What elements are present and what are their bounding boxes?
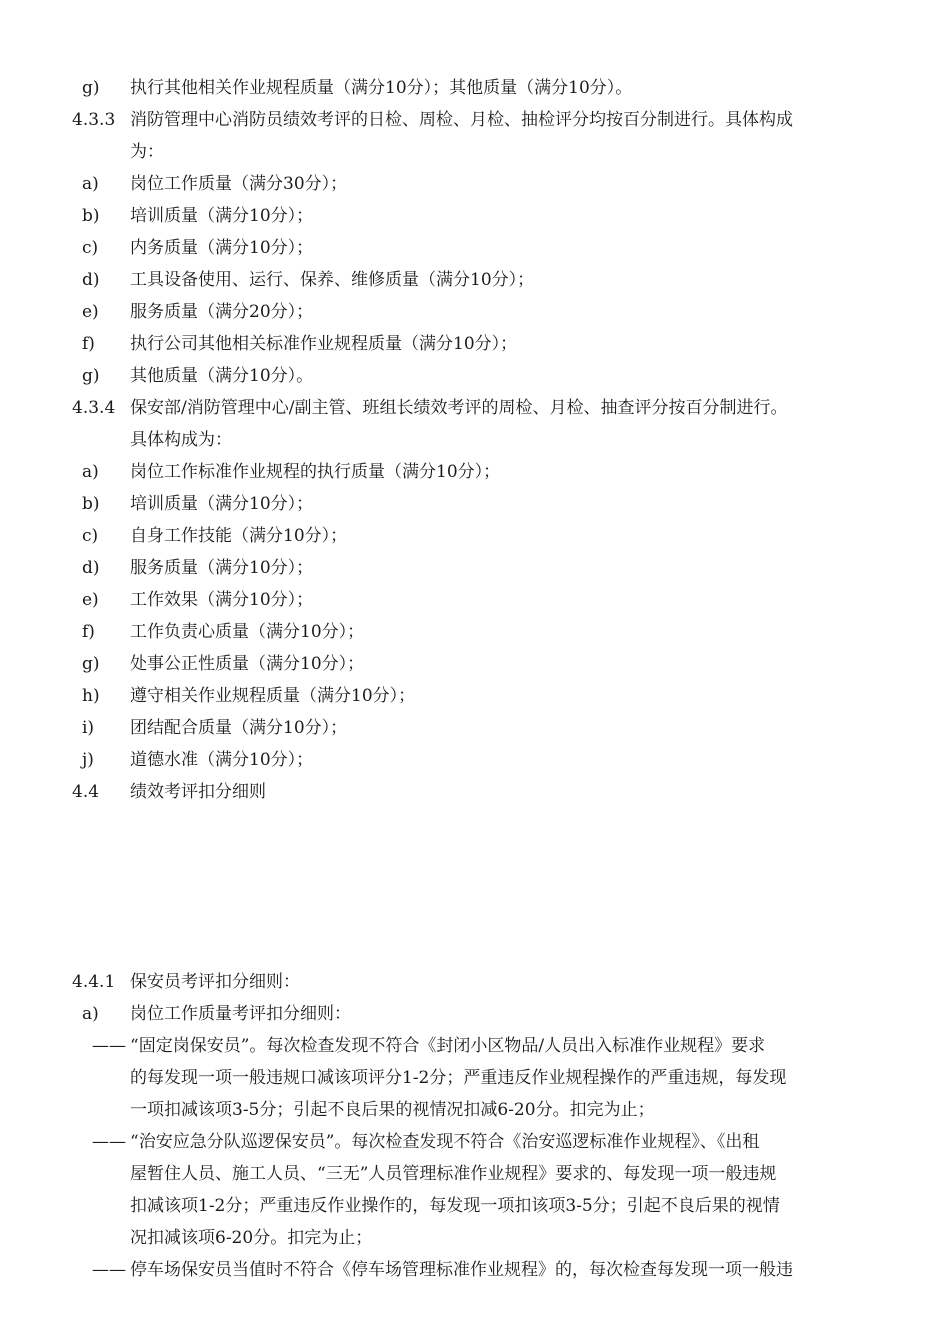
item-text: 绩效考评扣分细则 [130,782,266,802]
item-text: 执行公司其他相关标准作业规程质量（满分10分）； [130,334,518,354]
item-label: a) [82,174,99,194]
doc-line [0,653,950,675]
item-text: “固定岗保安员”。每次检查发现不符合《封闭小区物品/人员出入标准作业规程》要求 [130,1036,766,1056]
item-text: 保安员考评扣分细则： [130,972,300,992]
doc-line [0,717,950,739]
item-label: g) [82,366,100,386]
doc-line [0,397,950,419]
doc-line [0,749,950,771]
doc-line [0,1131,950,1153]
dash-marker: —— [92,1036,126,1056]
item-text: 为： [130,142,164,162]
item-text: 保安部/消防管理中心/副主管、班组长绩效考评的周检、月检、抽查评分按百分制进行。 [130,398,788,418]
doc-line [0,141,950,163]
item-text: 岗位工作标准作业规程的执行质量（满分10分）； [130,462,501,482]
item-text: 服务质量（满分20分）； [130,302,314,322]
item-label: g) [82,78,100,98]
doc-line [0,109,950,131]
doc-line [0,237,950,259]
item-label: e) [82,302,99,322]
item-text: 岗位工作质量（满分30分）； [130,174,348,194]
item-text: 屋暂住人员、施工人员、“三无”人员管理标准作业规程》要求的、每发现一项一般违规 [130,1164,777,1184]
item-text: “治安应急分队巡逻保安员”。每次检查发现不符合《治安巡逻标准作业规程》、《出租 [130,1132,760,1152]
item-text: 服务质量（满分10分）； [130,558,314,578]
item-text: 培训质量（满分10分）； [130,206,314,226]
item-label: 4.4.1 [72,972,116,992]
item-text: 一项扣减该项3-5分；引起不良后果的视情况扣减6-20分。扣完为止； [130,1100,655,1120]
item-text: 工作效果（满分10分）； [130,590,314,610]
item-text: 工具设备使用、运行、保养、维修质量（满分10分）； [130,270,535,290]
doc-line [0,493,950,515]
item-text: 扣减该项1-2分；严重违反作业操作的，每发现一项扣该项3-5分；引起不良后果的视情 [130,1196,780,1216]
item-label: c) [82,238,99,258]
doc-line [0,1163,950,1185]
item-label: 4.3.3 [72,110,116,130]
item-text: 团结配合质量（满分10分）； [130,718,348,738]
item-label: 4.3.4 [72,398,116,418]
item-label: h) [82,686,100,706]
doc-line [0,429,950,451]
item-label: d) [82,558,100,578]
item-label: c) [82,526,99,546]
item-text: 工作负责心质量（满分10分）； [130,622,365,642]
doc-line [0,781,950,803]
doc-line [0,269,950,291]
doc-line [0,301,950,323]
doc-line [0,1003,950,1025]
item-label: f) [82,334,95,354]
item-text: 内务质量（满分10分）； [130,238,314,258]
item-text: 道德水准（满分10分）； [130,750,314,770]
item-text: 停车场保安员当值时不符合《停车场管理标准作业规程》的，每次检查每发现一项一般违 [130,1260,793,1280]
item-text: 的每发现一项一般违规口减该项评分1-2分；严重违反作业规程操作的严重违规，每发现 [130,1068,787,1088]
doc-line [0,333,950,355]
item-label: f) [82,622,95,642]
doc-line [0,77,950,99]
item-text: 消防管理中心消防员绩效考评的日检、周检、月检、抽检评分均按百分制进行。具体构成 [130,110,793,130]
item-text: 况扣减该项6-20分。扣完为止； [130,1228,373,1248]
doc-line [0,365,950,387]
item-text: 处事公正性质量（满分10分）； [130,654,365,674]
item-label: a) [82,1004,99,1024]
doc-line [0,205,950,227]
doc-line [0,971,950,993]
item-text: 具体构成为： [130,430,232,450]
item-label: d) [82,270,100,290]
doc-line [0,1227,950,1249]
dash-marker: —— [92,1132,126,1152]
doc-line [0,1035,950,1057]
doc-line [0,621,950,643]
doc-line [0,685,950,707]
item-text: 培训质量（满分10分）； [130,494,314,514]
doc-line [0,1099,950,1121]
dash-marker: —— [92,1260,126,1280]
item-text: 执行其他相关作业规程质量（满分10分）；其他质量（满分10分）。 [130,78,633,98]
item-label: j) [82,750,94,770]
doc-line [0,589,950,611]
item-label: e) [82,590,99,610]
item-text: 自身工作技能（满分10分）； [130,526,348,546]
item-text: 岗位工作质量考评扣分细则： [130,1004,351,1024]
doc-line [0,557,950,579]
doc-line [0,1259,950,1281]
doc-line [0,525,950,547]
item-label: 4.4 [72,782,100,802]
item-text: 其他质量（满分10分）。 [130,366,314,386]
item-label: b) [82,206,100,226]
item-label: i) [82,718,95,738]
doc-line [0,461,950,483]
doc-line [0,1067,950,1089]
doc-line [0,173,950,195]
item-label: b) [82,494,100,514]
item-text: 遵守相关作业规程质量（满分10分）； [130,686,416,706]
doc-line [0,1195,950,1217]
item-label: a) [82,462,99,482]
item-label: g) [82,654,100,674]
